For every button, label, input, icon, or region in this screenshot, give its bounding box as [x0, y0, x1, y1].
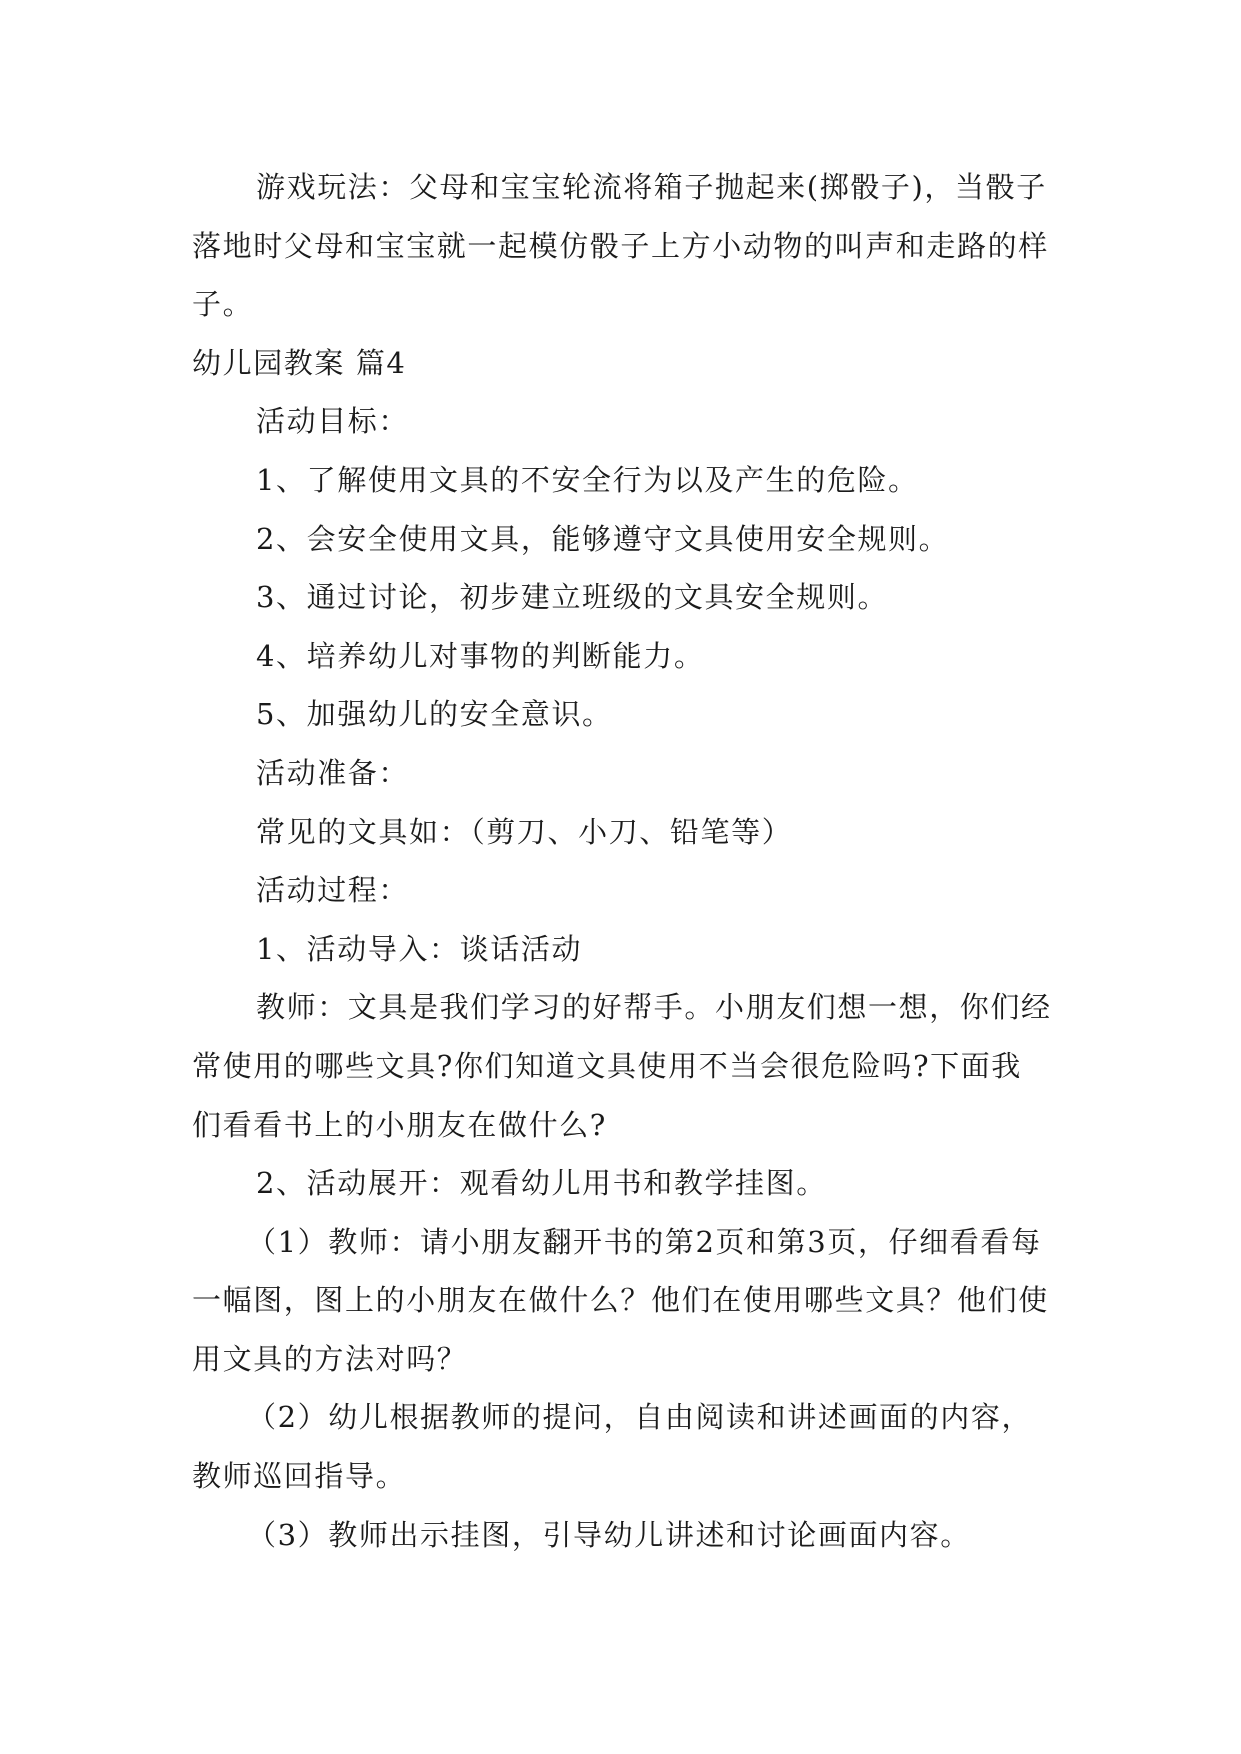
paragraph-process-heading: 活动过程： [256, 873, 410, 908]
paragraph-preparation-items: 常见的文具如：（剪刀、小刀、铅笔等） [256, 814, 793, 849]
paragraph-substep-2: （2）幼儿根据教师的提问，自由阅读和讲述画面的内容，教师巡回指导。 [192, 1400, 1033, 1494]
paragraph-step-2: 2、活动展开：观看幼儿用书和教学挂图。 [256, 1166, 827, 1201]
paragraph-goal-2: 2、会安全使用文具，能够遵守文具使用安全规则。 [256, 521, 950, 556]
section-heading: 幼儿园教案 篇4 [192, 345, 407, 380]
paragraph-game-rules: 游戏玩法：父母和宝宝轮流将箱子抛起来(掷骰子)，当骰子落地时父母和宝宝就一起模仿骰子上方小动物的叫声和走路的样子。 [192, 170, 1049, 322]
paragraph-goal-5: 5、加强幼儿的安全意识。 [256, 697, 613, 732]
paragraph-substep-1: （1）教师：请小朋友翻开书的第2页和第3页，仔细看看每一幅图，图上的小朋友在做什么？他们在使用哪些文具？他们使用文具的方法对吗？ [192, 1224, 1049, 1376]
paragraph-goal-4: 4、培养幼儿对事物的判断能力。 [256, 638, 705, 673]
paragraph-step-1: 1、活动导入：谈话活动 [256, 931, 583, 966]
paragraph-goals-heading: 活动目标： [256, 404, 410, 439]
paragraph-goal-1: 1、了解使用文具的不安全行为以及产生的危险。 [256, 462, 919, 497]
paragraph-substep-3: （3）教师出示挂图，引导幼儿讲述和讨论画面内容。 [247, 1517, 971, 1552]
paragraph-goal-3: 3、通过讨论，初步建立班级的文具安全规则。 [256, 580, 889, 615]
document-body [192, 158, 1052, 1564]
paragraph-teacher-intro: 教师：文具是我们学习的好帮手。小朋友们想一想，你们经常使用的哪些文具?你们知道文具使用不当会很危险吗?下面我们看看书上的小朋友在做什么? [192, 990, 1052, 1142]
paragraph-preparation-heading: 活动准备： [256, 755, 410, 790]
